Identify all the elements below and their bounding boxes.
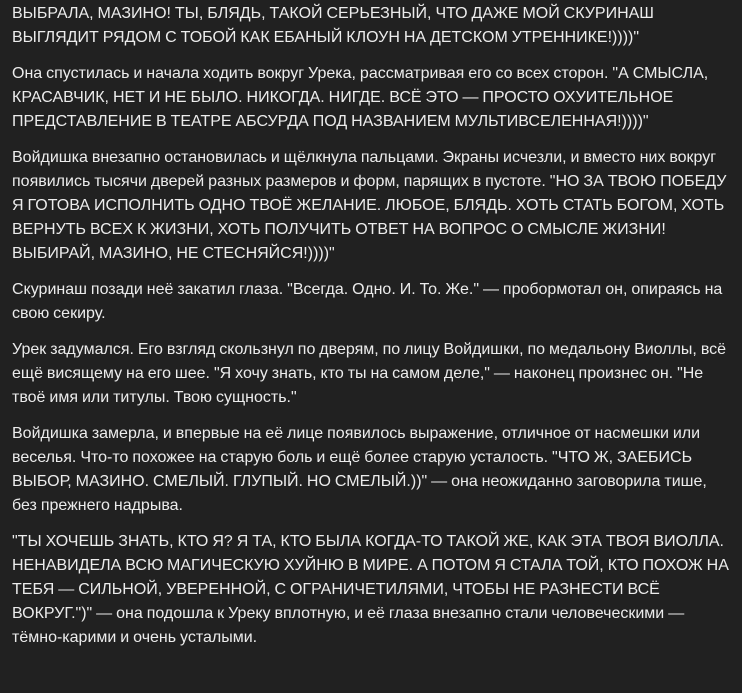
paragraph-6: Войдишка замерла, и впервые на её лице появилось выражение, отличное от насмешки или веселья. Что-то похожее на старую боль и ещё более старую усталость. "ЧТО Ж, ЗАЕБИСЬ ВЫБОР, МАЗИНО. СМЕЛЫЙ. ГЛУПЫЙ. НО СМЕЛЫЙ.))" — она неожиданно заговорила тише, без прежнего надрыва.	[12, 425, 707, 514]
paragraph-4: Скуринаш позади неё закатил глаза. "Всегда. Одно. И. То. Же." — пробормотал он, опираясь на свою секиру.	[12, 281, 723, 322]
paragraph-1: ВЫБРАЛА, МАЗИНО! ТЫ, БЛЯДЬ, ТАКОЙ СЕРЬЕЗНЫЙ, ЧТО ДАЖЕ МОЙ СКУРИНАШ ВЫГЛЯДИТ РЯДОМ С ТОБОЙ КАК ЕБАНЫЙ КЛОУН НА ДЕТСКОМ УТРЕННИКЕ!))))"	[12, 5, 654, 46]
paragraph-7: "ТЫ ХОЧЕШЬ ЗНАТЬ, КТО Я? Я ТА, КТО БЫЛА КОГДА-ТО ТАКОЙ ЖЕ, КАК ЭТА ТВОЯ ВИОЛЛА. НЕНАВИДЕЛА ВСЮ МАГИЧЕСКУЮ ХУЙНЮ В МИРЕ. А ПОТОМ Я СТАЛА ТОЙ, КТО ПОХОЖ НА ТЕБЯ — СИЛЬНОЙ, УВЕРЕННОЙ, С ОГРАНИЧЕТИЛЯМИ, ЧТОБЫ НЕ РАЗНЕСТИ ВСЁ ВОКРУГ.")" — она подошла к Уреку вплотную, и её глаза внезапно стали человеческими — тёмно-карими и очень усталыми.	[12, 533, 729, 646]
paragraph-2: Она спустилась и начала ходить вокруг Урека, рассматривая его со всех сторон. "А СМЫСЛА, КРАСАВЧИК, НЕТ И НЕ БЫЛО. НИКОГДА. НИГДЕ. ВСЁ ЭТО — ПРОСТО ОХУИТЕЛЬНОЕ ПРЕДСТАВЛЕНИЕ В ТЕАТРЕ АБСУРДА ПОД НАЗВАНИЕМ МУЛЬТИВСЕЛЕННАЯ!))))"	[12, 65, 709, 130]
paragraph-5: Урек задумался. Его взгляд скользнул по дверям, по лицу Войдишки, по медальону Виоллы, всё ещё висящему на его шее. "Я хочу знать, кто ты на самом деле," — наконец произнес он. "Не твоё имя или титулы. Твою сущность."	[12, 341, 727, 406]
paragraph-3: Войдишка внезапно остановилась и щёлкнула пальцами. Экраны исчезли, и вместо них вокруг появились тысячи дверей разных размеров и форм, парящих в пустоте. "НО ЗА ТВОЮ ПОБЕДУ Я ГОТОВА ИСПОЛНИТЬ ОДНО ТВОЁ ЖЕЛАНИЕ. ЛЮБОЕ, БЛЯДЬ. ХОТЬ СТАТЬ БОГОМ, ХОТЬ ВЕРНУТЬ ВСЕХ К ЖИЗНИ, ХОТЬ ПОЛУЧИТЬ ОТВЕТ НА ВОПРОС О СМЫСЛЕ ЖИЗНИ! ВЫБИРАЙ, МАЗИНО, НЕ СТЕСНЯЙСЯ!))))"	[12, 149, 727, 262]
